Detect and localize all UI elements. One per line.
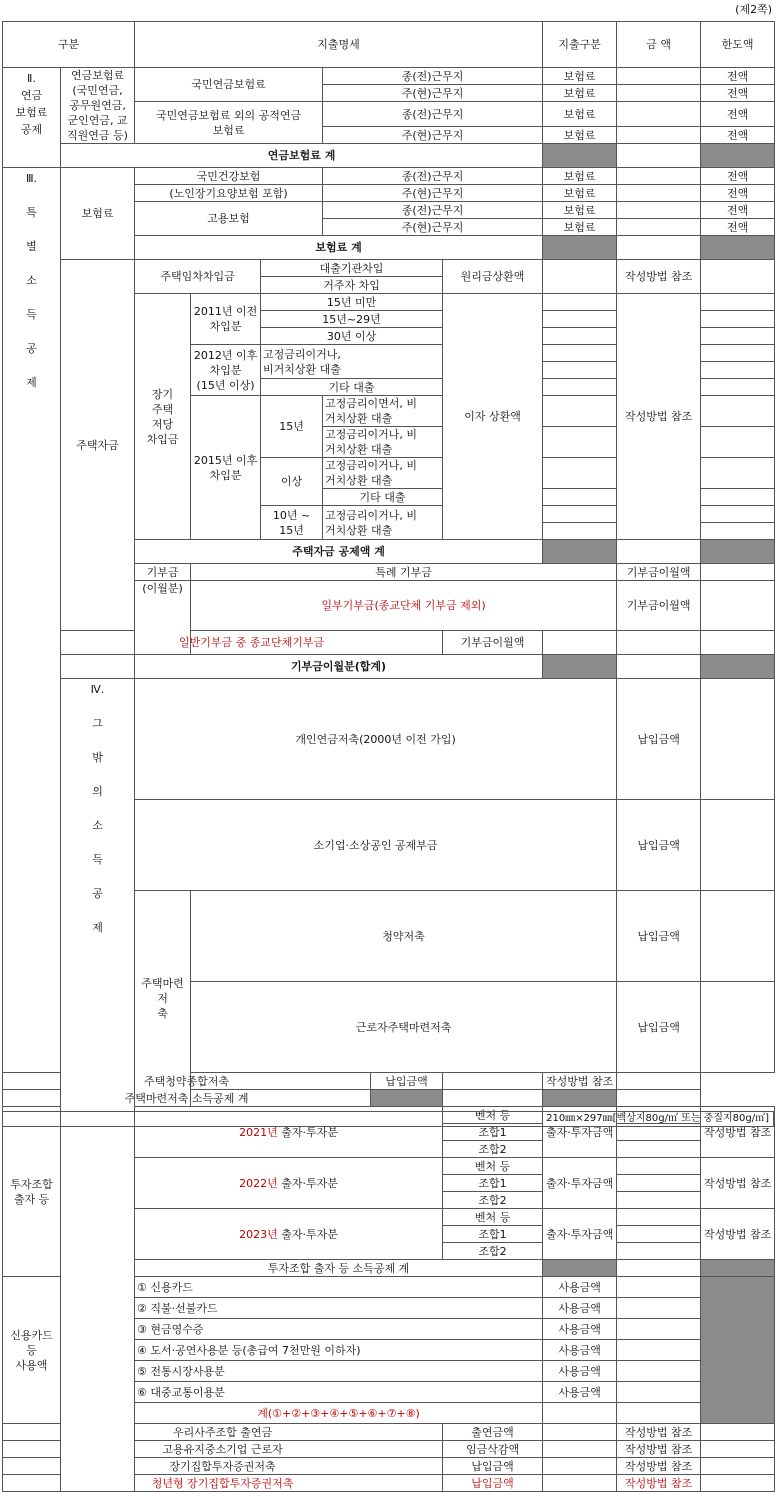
amount-input[interactable]	[617, 1361, 701, 1382]
amount-input[interactable]	[617, 1319, 701, 1340]
debit-card-label: ② 직불·선불카드	[135, 1298, 543, 1319]
type-cell: 기부금이월액	[617, 564, 701, 581]
work-place-label: 주(현)근무지	[323, 85, 543, 102]
amount-input[interactable]	[701, 891, 775, 982]
donation-carryover-label: (이월분)	[135, 581, 191, 655]
deduction-form-table	[2, 21, 775, 1492]
header-amount: 금 액	[617, 22, 701, 68]
special-donation-label: 특례 기부금	[191, 564, 617, 581]
deduction-input[interactable]	[617, 1073, 701, 1090]
amount-input[interactable]	[543, 396, 617, 427]
pension-section-label: Ⅱ. 연금 보험료 공제	[3, 68, 61, 168]
work-place-label: 주(현)근무지	[323, 185, 543, 202]
long-fund-label: 장기집합투자증권저축	[3, 1458, 443, 1475]
type-cell: 납입금액	[371, 1073, 443, 1090]
term-label: 30년 이상	[261, 328, 443, 345]
type-cell: 납입금액	[443, 1475, 543, 1492]
amount-input[interactable]	[617, 1277, 701, 1298]
amount-input[interactable]	[543, 523, 617, 540]
type-cell: 임금삭감액	[443, 1441, 543, 1458]
limit-cell: 전액	[701, 102, 775, 127]
small-business-label: 소기업·소상공인 공제부금	[135, 800, 617, 891]
amount-input[interactable]	[543, 260, 617, 294]
limit-cell: 작성방법 참조	[701, 1107, 775, 1158]
amount-input[interactable]	[543, 379, 617, 396]
type-cell: 납입금액	[617, 679, 701, 800]
limit-cell: 작성방법 참조	[617, 1458, 701, 1475]
invest-total-label: 투자조합 출자 등 소득공제 계	[135, 1260, 543, 1277]
insurance-total-label: 보험료 계	[135, 236, 543, 260]
youth-fund-label: 청년형 장기집합투자증권저축	[3, 1475, 443, 1492]
amount-input[interactable]	[617, 1158, 701, 1175]
gray-cell	[543, 655, 617, 679]
national-pension-label: 국민연금보험료	[135, 68, 323, 102]
deduction-input[interactable]	[701, 311, 775, 328]
special-section-label: Ⅲ. 특 별 소 득 공 제	[3, 168, 61, 1073]
donation-total-label: 기부금이월분(합계)	[135, 655, 543, 679]
limit-cell: 작성방법 참조	[543, 1073, 617, 1090]
deduction-input[interactable]	[617, 631, 701, 655]
amount-input[interactable]	[617, 102, 701, 127]
work-place-label: 주(현)근무지	[323, 127, 543, 144]
amount-input[interactable]	[543, 458, 617, 489]
type-cell: 출자·투자금액	[543, 1209, 617, 1260]
header-limit: 한도액	[701, 22, 775, 68]
gray-cell	[701, 540, 775, 564]
amount-input[interactable]	[617, 1209, 701, 1226]
type-cell: 보험료	[543, 127, 617, 144]
type-cell: 보험료	[543, 185, 617, 202]
deduction-input[interactable]	[701, 427, 775, 458]
type-cell: 출자·투자금액	[543, 1158, 617, 1209]
amount-input[interactable]	[701, 564, 775, 581]
amount-input[interactable]	[617, 85, 701, 102]
amount-input[interactable]	[617, 1141, 701, 1158]
paper-spec-footer: 210㎜×297㎜[백상지80g/㎡ 또는 중질지80g/㎡]	[2, 1111, 774, 1127]
invest-kind-label: 조합1	[443, 1175, 543, 1192]
lease-loan-label: 주택임차차입금	[135, 260, 261, 294]
amount-input[interactable]	[543, 631, 617, 655]
limit-cell: 전액	[701, 185, 775, 202]
type-cell: 출연금액	[443, 1424, 543, 1441]
gray-cell	[701, 1277, 775, 1424]
amount-input[interactable]	[543, 1475, 617, 1492]
deduction-input[interactable]	[701, 489, 775, 506]
deduction-input[interactable]	[701, 1441, 775, 1458]
term-label: 15년	[261, 396, 323, 458]
type-cell: 납입금액	[617, 891, 701, 982]
amount-input[interactable]	[543, 328, 617, 345]
invest-kind-label: 조합2	[443, 1243, 543, 1260]
invest-kind-label: 조합1	[443, 1124, 543, 1141]
other-section-label: Ⅳ. 그 밖 의 소 득 공 제	[61, 679, 135, 1492]
amount-input[interactable]	[617, 1260, 701, 1277]
amount-input[interactable]	[543, 311, 617, 328]
limit-cell: 전액	[701, 68, 775, 85]
deduction-input[interactable]	[617, 1090, 701, 1107]
after2012-label: 2012년 이후 차입분 (15년 이상)	[191, 345, 261, 396]
amount-input[interactable]	[617, 1226, 701, 1243]
amount-input[interactable]	[617, 1243, 701, 1260]
amount-input[interactable]	[543, 1441, 617, 1458]
invest-kind-label: 조합2	[443, 1192, 543, 1209]
card-total-label: 계(①+②+③+④+⑤+⑥+⑦+⑧)	[135, 1403, 543, 1424]
invest-kind-label: 벤처 등	[443, 1158, 543, 1175]
deduction-input[interactable]	[701, 523, 775, 540]
deduction-input[interactable]	[701, 1424, 775, 1441]
type-cell: 납입금액	[443, 1458, 543, 1475]
invest-kind-label: 벤처 등	[443, 1107, 543, 1124]
invest-kind-label: 조합1	[443, 1226, 543, 1243]
amount-input[interactable]	[543, 427, 617, 458]
term-label: 10년 ~ 15년	[261, 506, 323, 540]
credit-card-label: ① 신용카드	[135, 1277, 543, 1298]
limit-cell: 전액	[701, 127, 775, 144]
invest-suffix: 출자·투자분	[277, 1227, 338, 1241]
amount-input[interactable]	[617, 68, 701, 85]
gray-cell	[371, 1090, 443, 1107]
type-cell: 보험료	[543, 68, 617, 85]
gray-cell	[543, 236, 617, 260]
limit-cell: 작성방법 참조	[617, 294, 701, 540]
invest-group-label: 투자조합 출자 등	[3, 1107, 61, 1277]
loan-type-label: 고정금리이거나, 비 거치상환 대출	[323, 458, 443, 489]
limit-cell: 전액	[701, 168, 775, 185]
deduction-input[interactable]	[701, 260, 775, 294]
invest-kind-label: 조합2	[443, 1141, 543, 1158]
type-cell: 사용금액	[543, 1382, 617, 1403]
amount-input[interactable]	[617, 168, 701, 185]
amount-input[interactable]	[543, 489, 617, 506]
limit-cell: 작성방법 참조	[701, 1158, 775, 1209]
deduction-input[interactable]	[701, 328, 775, 345]
limit-cell: 작성방법 참조	[701, 1209, 775, 1260]
work-place-label: 주(현)근무지	[323, 219, 543, 236]
amount-input[interactable]	[701, 679, 775, 800]
amount-input[interactable]	[443, 1073, 543, 1090]
term-label: 15년~29년	[261, 311, 443, 328]
amount-input[interactable]	[617, 185, 701, 202]
amount-input[interactable]	[617, 236, 701, 260]
deduction-input[interactable]	[701, 379, 775, 396]
limit-cell: 작성방법 참조	[617, 1475, 701, 1492]
deduction-input[interactable]	[701, 1458, 775, 1475]
housing-savings-total-label: 주택마련저축 소득공제 계	[3, 1090, 371, 1107]
invest-2023-label	[135, 1209, 443, 1260]
deduction-input[interactable]	[701, 458, 775, 489]
type-cell: 보험료	[543, 85, 617, 102]
header-type: 지출구분	[543, 22, 617, 68]
before2011-label: 2011년 이전 차입분	[191, 294, 261, 345]
gray-cell	[543, 144, 617, 168]
limit-cell: 전액	[701, 219, 775, 236]
esop-label: 우리사주조합 출연금	[3, 1424, 443, 1441]
amount-input[interactable]	[617, 1340, 701, 1361]
amount-input[interactable]	[617, 1192, 701, 1209]
worker-savings-label: 근로자주택마련저축	[191, 982, 617, 1073]
type-cell: 보험료	[543, 102, 617, 127]
mortgage-label: 장기 주택 저당 차입금	[135, 294, 191, 540]
empty-cell	[61, 655, 135, 679]
header-category: 구분	[3, 22, 135, 68]
housing-group-label: 주택자금	[61, 260, 135, 631]
sme-employee-label: 고용유지중소기업 근로자	[3, 1441, 443, 1458]
invest-suffix: 출자·투자분	[277, 1176, 338, 1190]
amount-input[interactable]	[617, 1175, 701, 1192]
gray-cell	[701, 1260, 775, 1277]
work-place-label: 종(전)근무지	[323, 202, 543, 219]
invest-year: 2023년	[239, 1227, 278, 1241]
deduction-input[interactable]	[701, 506, 775, 523]
invest-2022-label	[135, 1158, 443, 1209]
amount-input[interactable]	[543, 1424, 617, 1441]
work-place-label: 종(전)근무지	[323, 68, 543, 85]
employment-insurance-label: 고용보험	[135, 202, 323, 236]
amount-input[interactable]	[617, 219, 701, 236]
transit-usage-label: ⑥ 대중교통이용분	[135, 1382, 543, 1403]
card-group-label: 신용카드등 사용액	[3, 1277, 61, 1424]
subscription-label: 청약저축	[191, 891, 617, 982]
amount-input[interactable]	[617, 1382, 701, 1403]
loan-type-label: 고정금리이거나, 비거치상환 대출	[261, 345, 443, 379]
public-pension-label: 국민연금보험료 외의 공적연금 보험료	[135, 102, 323, 144]
type-cell: 납입금액	[617, 982, 701, 1073]
gray-cell	[701, 655, 775, 679]
pension-group-label: 연금보험료 (국민연금, 공무원연금, 군인연금, 교 직원연금 등)	[61, 68, 135, 144]
gray-cell	[543, 1260, 617, 1277]
type-cell	[543, 1403, 617, 1424]
gray-cell	[543, 540, 617, 564]
invest-year: 2021년	[239, 1125, 278, 1139]
deduction-input[interactable]	[701, 294, 775, 311]
resident-loan-label: 거주자 차입	[261, 277, 443, 294]
amount-input[interactable]	[617, 127, 701, 144]
amount-input[interactable]	[543, 506, 617, 523]
limit-cell: 작성방법 참조	[617, 1424, 701, 1441]
cash-receipt-label: ③ 현금영수증	[135, 1319, 543, 1340]
type-cell: 사용금액	[543, 1361, 617, 1382]
invest-suffix: 출자·투자분	[277, 1125, 338, 1139]
type-cell: 사용금액	[543, 1277, 617, 1298]
amount-input[interactable]	[543, 294, 617, 311]
deduction-input[interactable]	[701, 362, 775, 379]
pension-total-label: 연금보험료 계	[61, 144, 543, 168]
loan-type-label: 고정금리이거나, 비 거치상환 대출	[323, 427, 443, 458]
culture-usage-label: ④ 도서·공연사용분 등(총급여 7천만원 이하자)	[135, 1340, 543, 1361]
health-insurance-label: 국민건강보험	[135, 168, 323, 185]
institution-loan-label: 대출기관차입	[261, 260, 443, 277]
limit-cell: 작성방법 참조	[617, 1441, 701, 1458]
type-cell: 보험료	[543, 219, 617, 236]
amount-input[interactable]	[543, 1458, 617, 1475]
amount-input[interactable]	[701, 982, 775, 1073]
amount-input[interactable]	[443, 1090, 543, 1107]
term-label: 이상	[261, 458, 323, 506]
limit-cell: 전액	[701, 202, 775, 219]
housing-total-label: 주택자금 공제액 계	[135, 540, 543, 564]
loan-type-label: 기타 대출	[261, 379, 443, 396]
type-cell: 사용금액	[543, 1319, 617, 1340]
insurance-group-label: 보험료	[61, 168, 135, 260]
longterm-care-label: (노인장기요양보험 포함)	[135, 185, 323, 202]
comprehensive-savings-label: 주택청약종합저축	[3, 1073, 371, 1090]
type-cell: 사용금액	[543, 1298, 617, 1319]
amount-input[interactable]	[701, 581, 775, 631]
term-label: 15년 미만	[261, 294, 443, 311]
amount-input[interactable]	[617, 540, 701, 564]
personal-pension-label: 개인연금저축(2000년 이전 가입)	[135, 679, 617, 800]
amount-input[interactable]	[543, 345, 617, 362]
amount-input[interactable]	[701, 800, 775, 891]
market-usage-label: ⑤ 전통시장사용분	[135, 1361, 543, 1382]
amount-input[interactable]	[617, 1298, 701, 1319]
gray-cell	[701, 144, 775, 168]
header-detail: 지출명세	[135, 22, 543, 68]
deduction-input[interactable]	[701, 1475, 775, 1492]
deduction-input[interactable]	[701, 345, 775, 362]
deduction-input[interactable]	[701, 396, 775, 427]
invest-kind-label: 벤처 등	[443, 1209, 543, 1226]
type-cell: 기부금이월액	[443, 631, 543, 655]
work-place-label: 종(전)근무지	[323, 102, 543, 127]
work-place-label: 종(전)근무지	[323, 168, 543, 185]
amount-input[interactable]	[617, 202, 701, 219]
housing-savings-group-label: 주택마련저 축	[135, 891, 191, 1107]
type-cell: 이자 상환액	[443, 294, 543, 540]
loan-type-label: 고정금리이거나, 비 거치상환 대출	[323, 506, 443, 540]
amount-input[interactable]	[617, 655, 701, 679]
partial-donation-label: 일부기부금(종교단체 기부금 제외)	[191, 581, 617, 631]
loan-type-label: 고정금리이면서, 비 거치상환 대출	[323, 396, 443, 427]
type-cell: 원리금상환액	[443, 260, 543, 294]
type-cell: 기부금이월액	[617, 581, 701, 631]
invest-year: 2022년	[239, 1176, 278, 1190]
donation-group-label: 기부금	[135, 564, 191, 581]
after2015-label: 2015년 이후 차입분	[191, 396, 261, 540]
amount-input[interactable]	[543, 362, 617, 379]
religious-donation-label: 일반기부금 중 종교단체기부금	[61, 631, 443, 655]
limit-cell: 작성방법 참조	[617, 260, 701, 294]
gray-cell	[543, 1090, 617, 1107]
type-cell: 납입금액	[617, 800, 701, 891]
amount-input[interactable]	[617, 1403, 701, 1424]
type-cell: 출자·투자금액	[543, 1107, 617, 1158]
loan-type-label: 기타 대출	[323, 489, 443, 506]
page-number: (제2쪽)	[735, 3, 772, 16]
gray-cell	[701, 236, 775, 260]
type-cell: 보험료	[543, 168, 617, 185]
type-cell: 사용금액	[543, 1340, 617, 1361]
type-cell: 보험료	[543, 202, 617, 219]
amount-input[interactable]	[617, 144, 701, 168]
limit-cell: 전액	[701, 85, 775, 102]
